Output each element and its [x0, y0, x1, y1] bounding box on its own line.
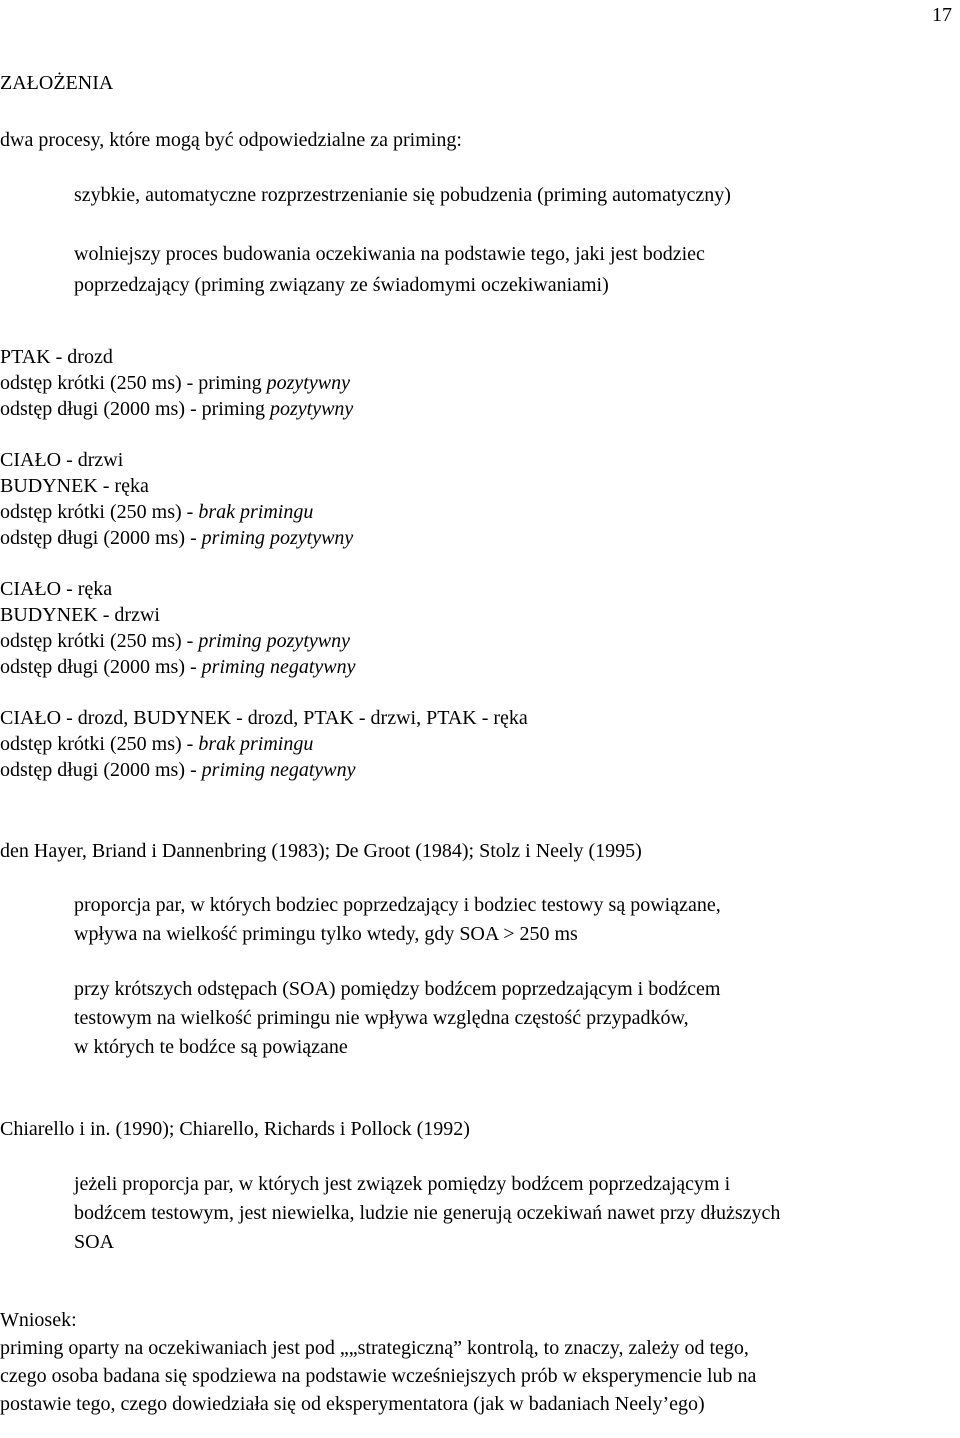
finding-2	[0, 976, 940, 1060]
finding-1-line-2: wpływa na wielkość primingu tylko wtedy, gdy SOA > 250 ms	[74, 923, 578, 945]
finding-1	[0, 892, 940, 947]
example-1-title: PTAK - drozd	[0, 346, 113, 368]
document-body	[0, 70, 940, 1417]
intro-text: dwa procesy, które mogą być odpowiedzialne za priming:	[0, 129, 462, 151]
section-heading: ZAŁOŻENIA	[0, 72, 114, 94]
citation-2: Chiarello i in. (1990); Chiarello, Richards i Pollock (1992)	[0, 1118, 470, 1140]
citation-1: den Hayer, Briand i Dannenbring (1983); De Groot (1984); Stolz i Neely (1995)	[0, 840, 642, 862]
process-1: szybkie, automatyczne rozprzestrzenianie się pobudzenia (priming automatyczny)	[74, 184, 731, 206]
page-number: 17	[932, 4, 952, 26]
example-3	[0, 576, 940, 680]
finding-3	[0, 1171, 940, 1255]
finding-1-line-1: proporcja par, w których bodziec poprzedzający i bodziec testowy są powiązane,	[74, 894, 721, 916]
example-2-line-1: CIAŁO - drzwi	[0, 449, 124, 471]
example-4-long-interval: odstęp długi (2000 ms) - priming negatywny	[0, 759, 356, 781]
finding-3-line-2: bodźcem testowym, jest niewielka, ludzie nie generują oczekiwań nawet przy dłuższych	[74, 1202, 781, 1224]
example-1-long-interval: odstęp długi (2000 ms) - priming pozytywny	[0, 398, 354, 420]
finding-2-line-3: w których te bodźce są powiązane	[74, 1036, 348, 1058]
example-3-line-2: BUDYNEK - drzwi	[0, 604, 160, 626]
process-2	[0, 241, 940, 298]
example-1	[0, 344, 940, 422]
finding-3-line-3: SOA	[74, 1231, 115, 1253]
example-4-short-interval: odstęp krótki (250 ms) - brak primingu	[0, 733, 314, 755]
example-1-short-interval: odstęp krótki (250 ms) - priming pozytywny	[0, 372, 350, 394]
example-2-long-interval: odstęp długi (2000 ms) - priming pozytywny	[0, 527, 354, 549]
example-2-short-interval: odstęp krótki (250 ms) - brak primingu	[0, 501, 314, 523]
conclusion-label: Wniosek:	[0, 1309, 77, 1331]
finding-2-line-1: przy krótszych odstępach (SOA) pomiędzy bodźcem poprzedzającym i bodźcem	[74, 978, 721, 1000]
finding-3-line-1: jeżeli proporcja par, w których jest związek pomiędzy bodźcem poprzedzającym i	[74, 1173, 731, 1195]
example-3-line-1: CIAŁO - ręka	[0, 578, 113, 600]
conclusion-line-1: priming oparty na oczekiwaniach jest pod „„strategiczną” kontrolą, to znaczy, zależy od tego,	[0, 1337, 749, 1359]
conclusion-line-2: czego osoba badana się spodziewa na podstawie wcześniejszych prób w eksperymencie lub na	[0, 1365, 757, 1387]
example-3-long-interval: odstęp długi (2000 ms) - priming negatywny	[0, 656, 356, 678]
example-4	[0, 705, 940, 783]
process-2-line-2: poprzedzający (priming związany ze świadomymi oczekiwaniami)	[74, 274, 609, 296]
finding-2-line-2: testowym na wielkość primingu nie wpływa względna częstość przypadków,	[74, 1007, 689, 1029]
conclusion	[0, 1307, 940, 1417]
example-2-line-2: BUDYNEK - ręka	[0, 475, 149, 497]
conclusion-line-3: postawie tego, czego dowiedziała się od eksperymentatora (jak w badaniach Neely’ego)	[0, 1393, 705, 1415]
example-3-short-interval: odstęp krótki (250 ms) - priming pozytywny	[0, 630, 350, 652]
process-2-line-1: wolniejszy proces budowania oczekiwania na podstawie tego, jaki jest bodziec	[74, 243, 705, 265]
example-2	[0, 447, 940, 551]
example-4-line-1: CIAŁO - drozd, BUDYNEK - drozd, PTAK - drzwi, PTAK - ręka	[0, 707, 528, 729]
